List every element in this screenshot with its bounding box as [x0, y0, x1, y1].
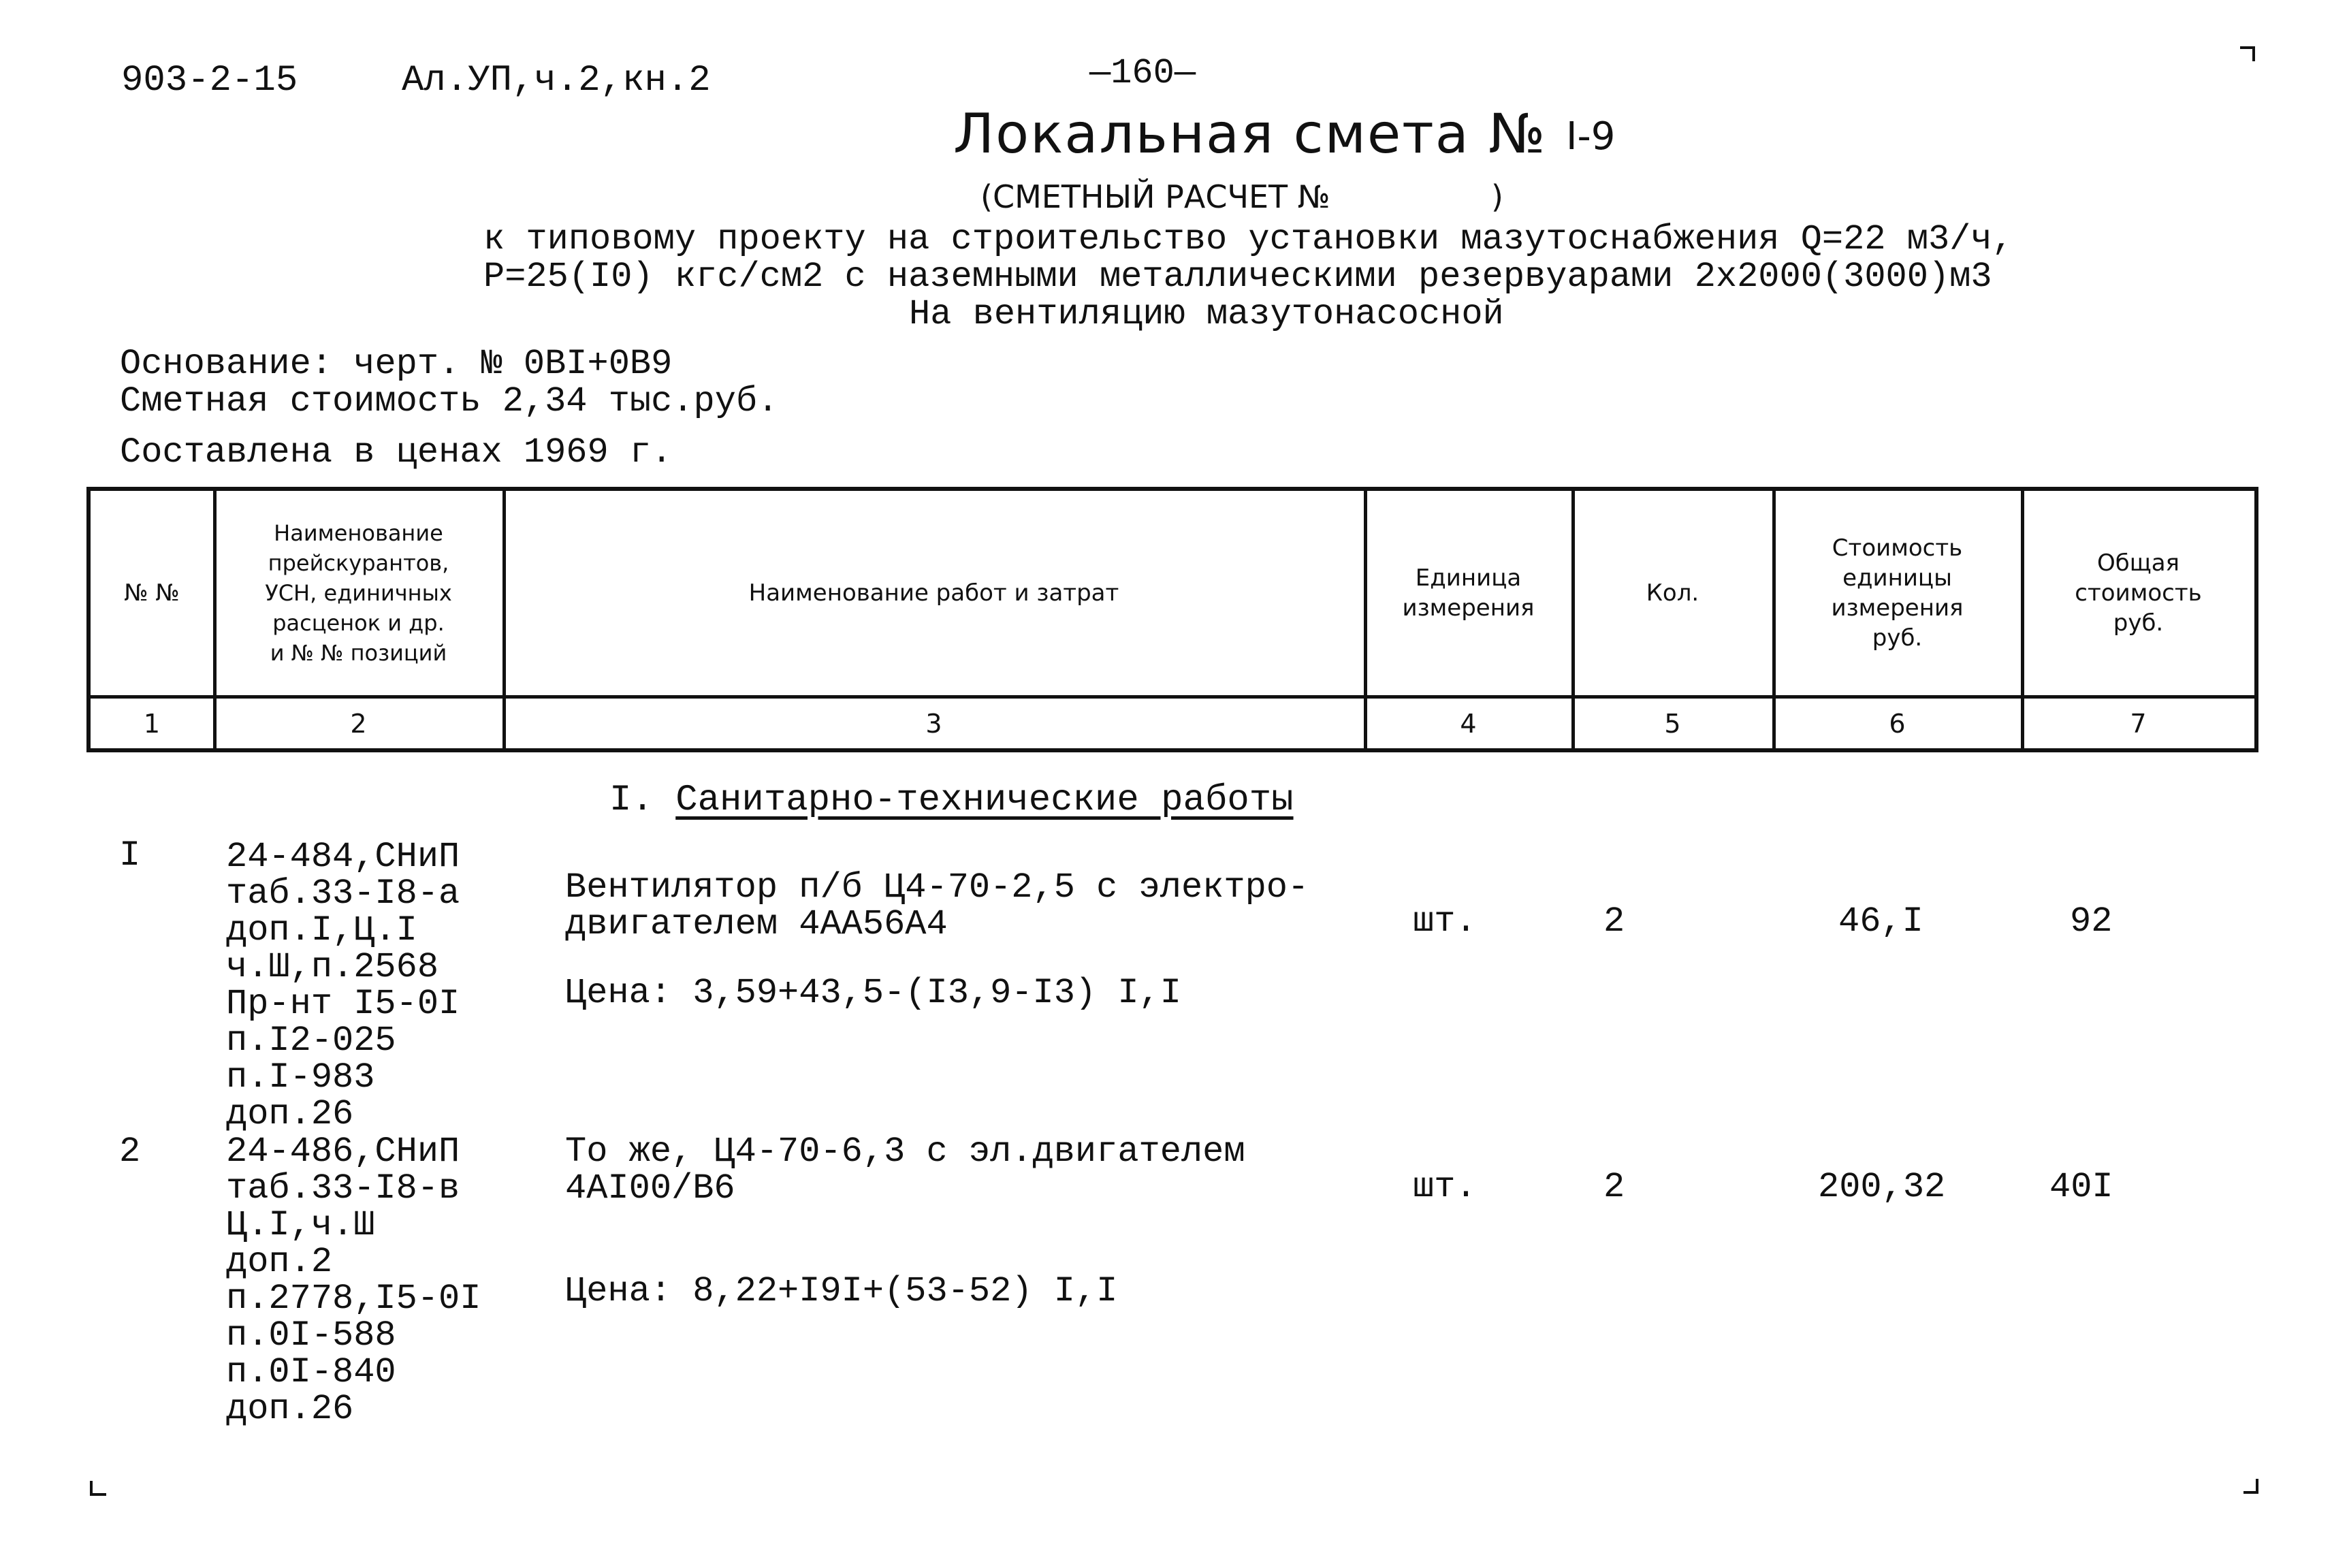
row-1-references: 24-484,СНиП таб.33-I8-а доп.I,Ц.I ч.Ш,п.2568 Пр-нт I5-0I п.I2-025 п.I-983 доп.26	[226, 837, 460, 1134]
row-1-unit-cost: 46,I	[1838, 901, 1923, 942]
album-reference: Ал.УП,ч.2,кн.2	[402, 60, 711, 101]
project-line-1: к типовому проекту на строительство установки мазутоснабжения Q=22 м3/ч,	[483, 219, 2013, 259]
row-1-work-name: Вентилятор п/б Ц4-70-2,5 с электро- двигателем 4АА56А4	[565, 867, 1309, 944]
basis-line: Основание: черт. № 0BI+0B9	[120, 344, 673, 384]
document-code: 903-2-15	[121, 60, 298, 101]
column-number-3: 3	[925, 708, 942, 739]
row-2-unit: шт.	[1413, 1167, 1477, 1207]
row-2-references: 24-486,СНиП таб.33-I8-в Ц.I,ч.Ш доп.2 п.2778,I5-0I п.0I-588 п.0I-840 доп.26	[226, 1132, 481, 1429]
column-number-1: 1	[143, 708, 161, 739]
page-number: —160—	[1089, 53, 1196, 93]
section-number: I.	[609, 780, 654, 821]
column-header-unit-cost: Стоимость единицы измерения руб.	[1831, 534, 1964, 652]
page-title: Локальная смета №	[953, 102, 1547, 165]
column-header-quantity: Кол.	[1646, 579, 1699, 607]
section-title	[609, 780, 1294, 821]
row-2-unit-cost: 200,32	[1818, 1167, 1946, 1207]
crop-mark-bottom-right	[2243, 1479, 2258, 1494]
column-number-2: 2	[350, 708, 367, 739]
column-number-6: 6	[1889, 708, 1906, 739]
column-header-unit: Единица измерения	[1402, 564, 1535, 622]
row-1-quantity: 2	[1603, 901, 1625, 942]
estimate-subtitle: (СМЕТНЫЙ РАСЧЕТ №	[980, 178, 1330, 215]
column-header-works: Наименование работ и затрат	[748, 579, 1119, 607]
row-2-total-cost: 40I	[2049, 1167, 2113, 1207]
row-1-unit: шт.	[1413, 901, 1477, 942]
project-line-3: На вентиляцию мазутонасосной	[909, 294, 1504, 334]
row-1-total-cost: 92	[2070, 901, 2113, 942]
row-2-number: 2	[119, 1132, 141, 1172]
row-2-work-name: То же, Ц4-70-6,3 с эл.двигателем 4АI00/В6	[565, 1132, 1245, 1209]
row-2-price-note: Цена: 8,22+I9I+(53-52) I,I	[565, 1271, 1118, 1311]
column-header-references: Наименование прейскурантов, УСН, единичных расценок и др. и № № позиций	[265, 520, 452, 666]
section-title-text: Санитарно-технические работы	[675, 780, 1294, 821]
estimate-subtitle-close: )	[1491, 178, 1503, 215]
crop-mark-bottom-left	[90, 1481, 106, 1496]
estimated-cost-line: Сметная стоимость 2,34 тыс.руб.	[120, 381, 779, 421]
row-1-number: I	[119, 835, 141, 876]
column-header-number: № №	[124, 579, 180, 607]
estimate-number: I-9	[1566, 114, 1616, 159]
column-number-7: 7	[2130, 708, 2147, 739]
crop-mark-top-right	[2240, 46, 2255, 61]
column-header-total-cost: Общая стоимость руб.	[2075, 549, 2202, 637]
row-2-quantity: 2	[1603, 1167, 1625, 1207]
column-number-5: 5	[1664, 708, 1681, 739]
prices-year-line: Составлена в ценах 1969 г.	[120, 432, 673, 473]
estimate-table-header	[86, 487, 2258, 752]
column-number-4: 4	[1460, 708, 1477, 739]
row-1-price-note: Цена: 3,59+43,5-(I3,9-I3) I,I	[565, 973, 1181, 1013]
project-line-2: P=25(I0) кгс/см2 с наземными металлическими резервуарами 2х2000(3000)м3	[483, 257, 1992, 297]
